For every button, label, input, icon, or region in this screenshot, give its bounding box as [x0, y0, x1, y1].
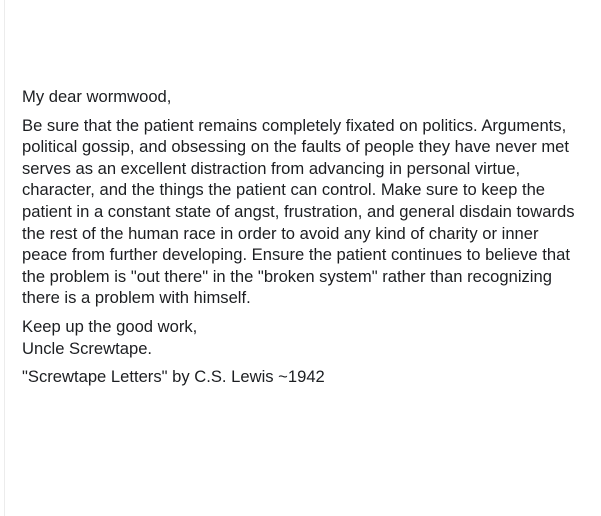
closing-line: Keep up the good work,: [22, 316, 198, 336]
letter-text: [22, 86, 587, 388]
signature: Uncle Screwtape.: [22, 338, 153, 358]
attribution: "Screwtape Letters" by C.S. Lewis ~1942: [22, 367, 325, 387]
post-card: [4, 0, 601, 516]
letter-closing: [22, 316, 587, 359]
letter-salutation: My dear wormwood,: [22, 87, 172, 106]
letter-body: Be sure that the patient remains completely fixated on politics. Arguments, political gossip, and obsessing on the faults of people they have never met serves as an excellent distraction from advancing in personal virtue, character, and the things the patient can control. Make sure to keep the patient in a constant state of angst, frustration, and general disdain towards the rest of the human race in order to avoid any kind of charity or inner peace from further developing. Ensure the patient continues to believe that the problem is "out there" in the "broken system" rather than recognizing there is a problem with himself.: [22, 115, 575, 308]
